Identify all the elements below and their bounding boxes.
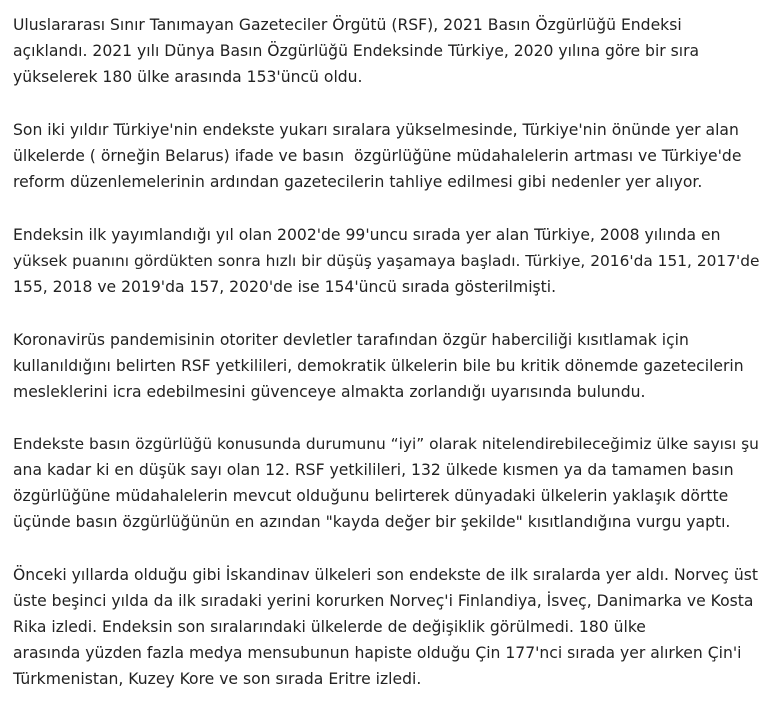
- text-line: Son iki yıldır Türkiye'nin endekste yukarı sıralara yükselmesinde, Türkiye'nin önünde yer alan: [13, 121, 739, 139]
- text-line: Endekste basın özgürlüğü konusunda durumunu “iyi” olarak nitelendirebileceğimiz ülke sayısı şu: [13, 435, 759, 453]
- text-line: üste beşinci yılda da ilk sıradaki yerini korurken Norveç'i Finlandiya, İsveç, Danimarka ve Kosta: [13, 592, 754, 610]
- text-line: Endeksin ilk yayımlandığı yıl olan 2002'de 99'uncu sırada yer alan Türkiye, 2008 yılında en: [13, 226, 721, 244]
- text-line: açıklandı. 2021 yılı Dünya Basın Özgürlüğü Endeksinde Türkiye, 2020 yılına göre bir sıra: [13, 42, 700, 60]
- text-line: özgürlüğüne müdahalelerin mevcut olduğunu belirterek dünyadaki ülkelerin yaklaşık dörtte: [13, 487, 729, 505]
- text-line: Koronavirüs pandemisinin otoriter devletler tarafından özgür haberciliği kısıtlamak için: [13, 331, 689, 349]
- text-line: Türkmenistan, Kuzey Kore ve son sırada Eritre izledi.: [13, 670, 422, 688]
- text-line: mesleklerini icra edebilmesini güvenceye almakta zorlandığı uyarısında bulundu.: [13, 383, 646, 401]
- text-line: ana kadar ki en düşük sayı olan 12. RSF yetkilileri, 132 ülkede kısmen ya da tamamen basın: [13, 461, 734, 479]
- text-line: Önceki yıllarda olduğu gibi İskandinav ülkeleri son endekste de ilk sıralarda yer aldı. Norveç üst: [13, 566, 759, 584]
- text-line: reform düzenlemelerinin ardından gazetecilerin tahliye edilmesi gibi nedenler yer alıyor.: [13, 173, 703, 191]
- text-line: yüksek puanını gördükten sonra hızlı bir düşüş yaşamaya başladı. Türkiye, 2016'da 151, 2017'de: [13, 252, 760, 270]
- text-line: yükselerek 180 ülke arasında 153'üncü oldu.: [13, 68, 363, 86]
- text-line: Rika izledi. Endeksin son sıralarındaki ülkelerde de değişiklik görülmedi. 180 ülke: [13, 618, 646, 636]
- text-line: üçünde basın özgürlüğünün en azından "kayda değer bir şekilde" kısıtlandığına vurgu yaptı.: [13, 513, 731, 531]
- text-line: 155, 2018 ve 2019'da 157, 2020'de ise 154'üncü sırada gösterilmişti.: [13, 278, 557, 296]
- text-line: Uluslararası Sınır Tanımayan Gazeteciler Örgütü (RSF), 2021 Basın Özgürlüğü Endeksi: [13, 16, 682, 34]
- text-line: arasında yüzden fazla medya mensubunun hapiste olduğu Çin 177'nci sırada yer alırken Çin'i: [13, 644, 742, 662]
- text-line: ülkelerde ( örneğin Belarus) ifade ve basın özgürlüğüne müdahalelerin artması ve Türkiye'de: [13, 147, 742, 165]
- text-line: kullanıldığını belirten RSF yetkilileri, demokratik ülkelerin bile bu kritik dönemde gazetecilerin: [13, 357, 744, 375]
